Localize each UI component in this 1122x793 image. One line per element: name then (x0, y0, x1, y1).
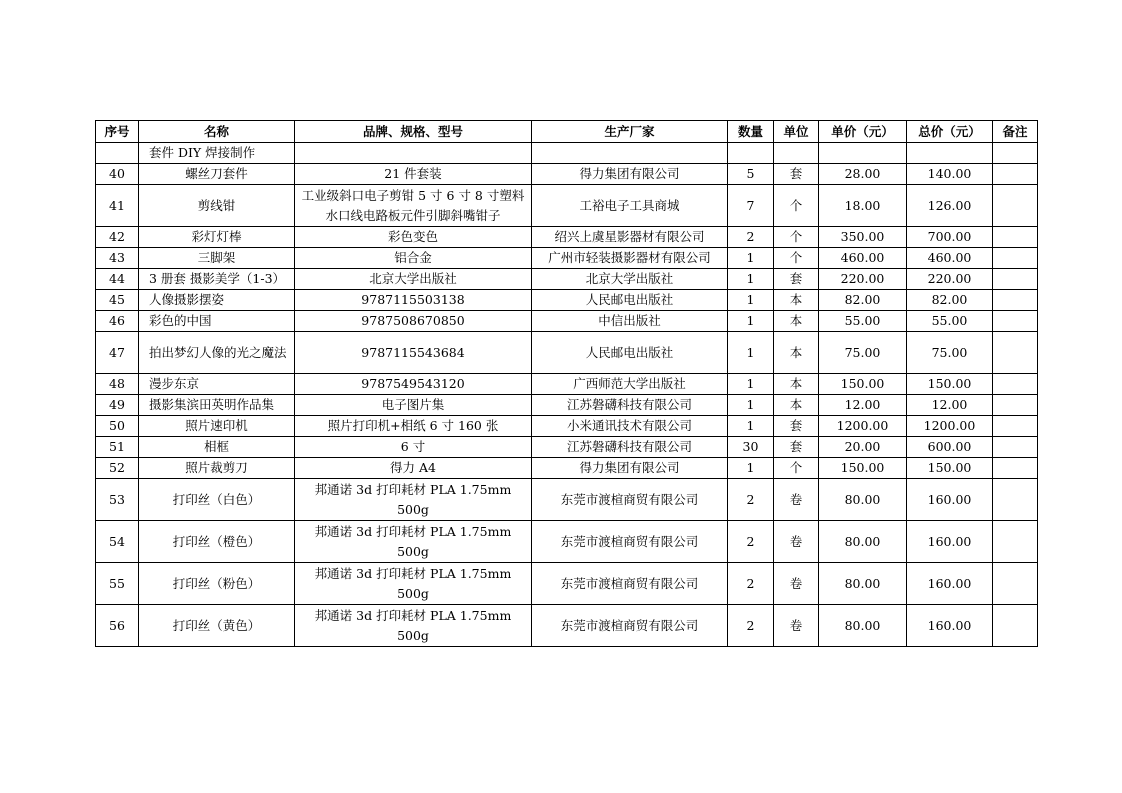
cell-spec: 铝合金 (295, 248, 532, 269)
table-row (96, 332, 1038, 374)
cell-no: 52 (96, 458, 139, 479)
cell-note (993, 185, 1038, 227)
cell-spec: 邦通诺 3d 打印耗材 PLA 1.75mm 500g (295, 605, 532, 647)
cell-unit: 本 (774, 395, 819, 416)
table-row (96, 563, 1038, 605)
cell-price: 75.00 (819, 332, 907, 374)
cell-price: 12.00 (819, 395, 907, 416)
header-spec: 品牌、规格、型号 (295, 121, 532, 143)
cell-qty: 2 (728, 605, 774, 647)
cell-qty: 1 (728, 416, 774, 437)
equipment-table (95, 120, 1038, 647)
cell-spec: 邦通诺 3d 打印耗材 PLA 1.75mm 500g (295, 521, 532, 563)
cell-maker: 绍兴上虞星影器材有限公司 (532, 227, 728, 248)
cell-qty: 5 (728, 164, 774, 185)
table-row (96, 416, 1038, 437)
cell-qty: 1 (728, 269, 774, 290)
table-row (96, 248, 1038, 269)
cell-no: 48 (96, 374, 139, 395)
cell-unit: 本 (774, 374, 819, 395)
cell-spec: 9787115503138 (295, 290, 532, 311)
cell-unit: 个 (774, 227, 819, 248)
cell-no: 53 (96, 479, 139, 521)
cell-maker: 东莞市渡楦商贸有限公司 (532, 521, 728, 563)
cell-total: 160.00 (907, 605, 993, 647)
cell-spec (295, 143, 532, 164)
table-body (96, 143, 1038, 647)
cell-maker: 东莞市渡楦商贸有限公司 (532, 563, 728, 605)
cell-maker: 广州市轻装摄影器材有限公司 (532, 248, 728, 269)
cell-spec: 彩色变色 (295, 227, 532, 248)
cell-total (907, 143, 993, 164)
cell-maker: 江苏磐礴科技有限公司 (532, 395, 728, 416)
cell-spec: 9787549543120 (295, 374, 532, 395)
cell-price: 150.00 (819, 458, 907, 479)
cell-no: 49 (96, 395, 139, 416)
header-maker: 生产厂家 (532, 121, 728, 143)
cell-no: 45 (96, 290, 139, 311)
table-row (96, 479, 1038, 521)
cell-price: 20.00 (819, 437, 907, 458)
cell-spec: 北京大学出版社 (295, 269, 532, 290)
table-row (96, 458, 1038, 479)
cell-name: 剪线钳 (139, 185, 295, 227)
cell-spec: 得力 A4 (295, 458, 532, 479)
cell-unit: 本 (774, 332, 819, 374)
cell-qty: 2 (728, 227, 774, 248)
cell-price: 150.00 (819, 374, 907, 395)
cell-qty: 1 (728, 248, 774, 269)
cell-name: 打印丝（粉色） (139, 563, 295, 605)
cell-name: 打印丝（橙色） (139, 521, 295, 563)
cell-maker: 东莞市渡楦商贸有限公司 (532, 605, 728, 647)
cell-maker: 北京大学出版社 (532, 269, 728, 290)
cell-total: 600.00 (907, 437, 993, 458)
table-row (96, 605, 1038, 647)
header-qty: 数量 (728, 121, 774, 143)
cell-price: 80.00 (819, 521, 907, 563)
cell-maker (532, 143, 728, 164)
cell-price: 55.00 (819, 311, 907, 332)
cell-unit: 本 (774, 311, 819, 332)
cell-unit (774, 143, 819, 164)
cell-note (993, 248, 1038, 269)
cell-name: 照片裁剪刀 (139, 458, 295, 479)
cell-name: 彩色的中国 (139, 311, 295, 332)
cell-name: 漫步东京 (139, 374, 295, 395)
cell-qty: 1 (728, 290, 774, 311)
cell-total: 12.00 (907, 395, 993, 416)
cell-note (993, 332, 1038, 374)
cell-unit: 卷 (774, 479, 819, 521)
cell-name: 彩灯灯棒 (139, 227, 295, 248)
cell-note (993, 143, 1038, 164)
cell-note (993, 311, 1038, 332)
cell-qty: 1 (728, 395, 774, 416)
cell-note (993, 416, 1038, 437)
cell-no (96, 143, 139, 164)
cell-total: 160.00 (907, 479, 993, 521)
cell-note (993, 395, 1038, 416)
cell-maker: 东莞市渡楦商贸有限公司 (532, 479, 728, 521)
cell-note (993, 164, 1038, 185)
cell-spec: 邦通诺 3d 打印耗材 PLA 1.75mm 500g (295, 479, 532, 521)
cell-note (993, 269, 1038, 290)
cell-maker: 工裕电子工具商城 (532, 185, 728, 227)
table-header-row (96, 121, 1038, 143)
header-no: 序号 (96, 121, 139, 143)
cell-total: 700.00 (907, 227, 993, 248)
cell-total: 75.00 (907, 332, 993, 374)
cell-no: 46 (96, 311, 139, 332)
cell-price: 18.00 (819, 185, 907, 227)
cell-no: 47 (96, 332, 139, 374)
cell-spec: 21 件套装 (295, 164, 532, 185)
cell-name: 照片速印机 (139, 416, 295, 437)
cell-no: 51 (96, 437, 139, 458)
cell-maker: 人民邮电出版社 (532, 332, 728, 374)
cell-price: 80.00 (819, 479, 907, 521)
cell-total: 126.00 (907, 185, 993, 227)
cell-note (993, 563, 1038, 605)
cell-price: 82.00 (819, 290, 907, 311)
cell-name: 人像摄影摆姿 (139, 290, 295, 311)
cell-no: 50 (96, 416, 139, 437)
cell-note (993, 521, 1038, 563)
cell-spec: 6 寸 (295, 437, 532, 458)
cell-qty: 2 (728, 521, 774, 563)
cell-name: 三脚架 (139, 248, 295, 269)
cell-total: 55.00 (907, 311, 993, 332)
cell-qty: 7 (728, 185, 774, 227)
cell-note (993, 437, 1038, 458)
cell-note (993, 605, 1038, 647)
table-row (96, 227, 1038, 248)
cell-name: 拍出梦幻人像的光之魔法 (139, 332, 295, 374)
cell-unit: 卷 (774, 605, 819, 647)
header-total: 总价（元） (907, 121, 993, 143)
cell-unit: 本 (774, 290, 819, 311)
cell-spec: 9787508670850 (295, 311, 532, 332)
table-row (96, 374, 1038, 395)
cell-note (993, 290, 1038, 311)
cell-name: 3 册套 摄影美学（1-3） (139, 269, 295, 290)
cell-no: 55 (96, 563, 139, 605)
header-note: 备注 (993, 121, 1038, 143)
table-row (96, 290, 1038, 311)
cell-name: 套件 DIY 焊接制作 (139, 143, 295, 164)
cell-total: 140.00 (907, 164, 993, 185)
cell-spec: 9787115543684 (295, 332, 532, 374)
cell-name: 打印丝（黄色） (139, 605, 295, 647)
cell-note (993, 374, 1038, 395)
cell-maker: 小米通讯技术有限公司 (532, 416, 728, 437)
table-row (96, 395, 1038, 416)
cell-total: 160.00 (907, 563, 993, 605)
cell-unit: 卷 (774, 563, 819, 605)
table-row (96, 521, 1038, 563)
cell-maker: 得力集团有限公司 (532, 458, 728, 479)
cell-unit: 个 (774, 458, 819, 479)
cell-qty: 1 (728, 332, 774, 374)
cell-price: 1200.00 (819, 416, 907, 437)
cell-qty (728, 143, 774, 164)
cell-unit: 套 (774, 269, 819, 290)
cell-unit: 个 (774, 185, 819, 227)
cell-no: 43 (96, 248, 139, 269)
cell-spec: 电子图片集 (295, 395, 532, 416)
header-price: 单价（元） (819, 121, 907, 143)
cell-note (993, 479, 1038, 521)
cell-maker: 人民邮电出版社 (532, 290, 728, 311)
cell-qty: 2 (728, 563, 774, 605)
cell-no: 41 (96, 185, 139, 227)
cell-total: 1200.00 (907, 416, 993, 437)
cell-maker: 中信出版社 (532, 311, 728, 332)
cell-total: 160.00 (907, 521, 993, 563)
cell-maker: 广西师范大学出版社 (532, 374, 728, 395)
header-name: 名称 (139, 121, 295, 143)
cell-price: 350.00 (819, 227, 907, 248)
cell-price: 80.00 (819, 605, 907, 647)
cell-unit: 个 (774, 248, 819, 269)
cell-price: 28.00 (819, 164, 907, 185)
cell-qty: 1 (728, 458, 774, 479)
table-row (96, 311, 1038, 332)
table-row (96, 437, 1038, 458)
cell-name: 相框 (139, 437, 295, 458)
table-row (96, 164, 1038, 185)
cell-no: 44 (96, 269, 139, 290)
cell-name: 摄影集滨田英明作品集 (139, 395, 295, 416)
table-row (96, 269, 1038, 290)
cell-no: 56 (96, 605, 139, 647)
cell-name: 打印丝（白色） (139, 479, 295, 521)
header-unit: 单位 (774, 121, 819, 143)
cell-unit: 套 (774, 437, 819, 458)
cell-note (993, 458, 1038, 479)
cell-unit: 套 (774, 164, 819, 185)
table-row (96, 143, 1038, 164)
cell-spec: 工业级斜口电子剪钳 5 寸 6 寸 8 寸塑料水口线电路板元件引脚斜嘴钳子 (295, 185, 532, 227)
cell-price: 460.00 (819, 248, 907, 269)
cell-note (993, 227, 1038, 248)
cell-price (819, 143, 907, 164)
cell-maker: 得力集团有限公司 (532, 164, 728, 185)
table-row (96, 185, 1038, 227)
cell-total: 220.00 (907, 269, 993, 290)
cell-price: 220.00 (819, 269, 907, 290)
cell-qty: 1 (728, 374, 774, 395)
cell-total: 150.00 (907, 374, 993, 395)
cell-total: 150.00 (907, 458, 993, 479)
cell-total: 82.00 (907, 290, 993, 311)
cell-no: 42 (96, 227, 139, 248)
cell-no: 40 (96, 164, 139, 185)
cell-qty: 30 (728, 437, 774, 458)
cell-price: 80.00 (819, 563, 907, 605)
cell-name: 螺丝刀套件 (139, 164, 295, 185)
cell-spec: 邦通诺 3d 打印耗材 PLA 1.75mm 500g (295, 563, 532, 605)
cell-unit: 套 (774, 416, 819, 437)
cell-qty: 1 (728, 311, 774, 332)
cell-no: 54 (96, 521, 139, 563)
cell-maker: 江苏磐礴科技有限公司 (532, 437, 728, 458)
cell-spec: 照片打印机+相纸 6 寸 160 张 (295, 416, 532, 437)
cell-total: 460.00 (907, 248, 993, 269)
cell-qty: 2 (728, 479, 774, 521)
cell-unit: 卷 (774, 521, 819, 563)
